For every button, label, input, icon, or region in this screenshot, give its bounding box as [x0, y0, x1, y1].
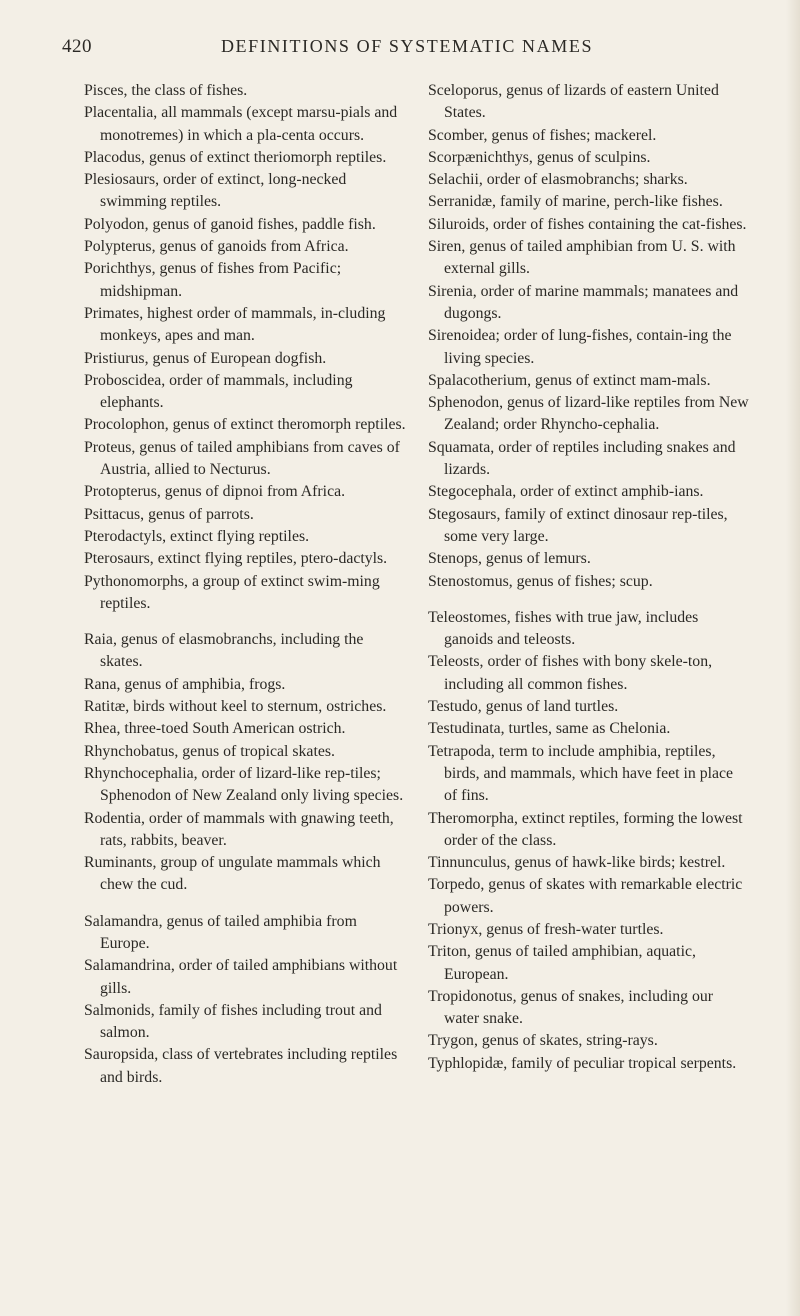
page-number: 420 — [62, 36, 92, 57]
definition-entry: Psittacus, genus of parrots. — [84, 505, 254, 523]
definition-entry: Sceloporus, genus of lizards of eastern United States. — [428, 82, 719, 122]
definition-entry: Typhlopidæ, family of peculiar tropical serpents. — [428, 1054, 737, 1072]
definition-entry: Testudo, genus of land turtles. — [428, 698, 619, 716]
left-column — [84, 80, 406, 1089]
definition-entry: Torpedo, genus of skates with remarkable electric powers. — [428, 876, 743, 916]
definition-entry: Siren, genus of tailed amphibian from U. S. with external gills. — [428, 238, 736, 278]
definition-entry: Polyodon, genus of ganoid fishes, paddle fish. — [84, 215, 376, 233]
definition-entry: Rhea, three-toed South American ostrich. — [84, 720, 346, 738]
definition-entry: Pristiurus, genus of European dogfish. — [84, 349, 327, 367]
definition-entry: Pythonomorphs, a group of extinct swim-ming reptiles. — [84, 572, 380, 612]
definition-entry: Testudinata, turtles, same as Chelonia. — [428, 720, 671, 738]
definition-entry: Trionyx, genus of fresh-water turtles. — [428, 920, 664, 938]
definition-entry: Proboscidea, order of mammals, including elephants. — [84, 371, 353, 412]
definition-entry: Pisces, the class of fishes. — [84, 82, 248, 99]
definition-entry: Tropidonotus, genus of snakes, including our water snake. — [428, 987, 714, 1028]
page-edge-shadow — [786, 0, 800, 1316]
definition-entry: Tetrapoda, term to include amphibia, reptiles, birds, and mammals, which have feet in place of fins. — [428, 742, 734, 805]
definition-entry: Stegosaurs, family of extinct dinosaur rep-tiles, some very large. — [428, 505, 728, 545]
definition-entry: Scorpænichthys, genus of sculpins. — [428, 148, 651, 166]
definition-entry: Placodus, genus of extinct theriomorph reptiles. — [84, 148, 387, 166]
definition-entry: Theromorpha, extinct reptiles, forming the lowest order of the class. — [428, 809, 743, 849]
definition-entry: Salmonids, family of fishes including trout and salmon. — [84, 1001, 382, 1042]
definition-entry: Siluroids, order of fishes containing the cat-fishes. — [428, 215, 747, 233]
right-column — [428, 80, 750, 1075]
definition-entry: Rhynchobatus, genus of tropical skates. — [84, 742, 335, 760]
definition-entry: Teleostomes, fishes with true jaw, includes ganoids and teleosts. — [428, 608, 699, 649]
definition-entry: Primates, highest order of mammals, in-cluding monkeys, apes and man. — [84, 304, 386, 345]
definition-entry: Ruminants, group of ungulate mammals which chew the cud. — [84, 854, 381, 894]
definition-entry: Sirenoidea; order of lung-fishes, contain-ing the living species. — [428, 327, 732, 367]
definition-entry: Protopterus, genus of dipnoi from Africa. — [84, 483, 346, 501]
definition-entry: Proteus, genus of tailed amphibians from caves of Austria, allied to Necturus. — [84, 438, 400, 479]
definition-entry: Rana, genus of amphibia, frogs. — [84, 675, 286, 693]
definition-entry: Plesiosaurs, order of extinct, long-necked swimming reptiles. — [84, 171, 347, 211]
definition-entry: Stenops, genus of lemurs. — [428, 550, 591, 568]
definition-entry: Sphenodon, genus of lizard-like reptiles from New Zealand; order Rhyncho-cephalia. — [428, 394, 749, 434]
definition-entry: Sirenia, order of marine mammals; manatees and dugongs. — [428, 282, 739, 322]
definition-entry: Polypterus, genus of ganoids from Africa. — [84, 238, 349, 256]
definition-entry: Trygon, genus of skates, string-rays. — [428, 1032, 658, 1050]
definition-entry: Salamandra, genus of tailed amphibia from Europe. — [84, 912, 357, 952]
definition-entry: Stegocephala, order of extinct amphib-ians. — [428, 483, 704, 501]
definition-entry: Ratitæ, birds without keel to sternum, ostriches. — [84, 698, 387, 716]
definition-entry: Selachii, order of elasmobranchs; sharks. — [428, 171, 688, 189]
definition-entry: Procolophon, genus of extinct theromorph reptiles. — [84, 416, 406, 434]
definition-entry: Squamata, order of reptiles including snakes and lizards. — [428, 438, 736, 479]
definition-entry: Rodentia, order of mammals with gnawing teeth, rats, rabbits, beaver. — [84, 809, 394, 849]
definition-entry: Raia, genus of elasmobranchs, including the skates. — [84, 631, 364, 671]
definition-entry: Tinnunculus, genus of hawk-like birds; kestrel. — [428, 854, 726, 872]
definition-entry: Triton, genus of tailed amphibian, aquatic, European. — [428, 943, 696, 983]
definition-entry: Teleosts, order of fishes with bony skele-ton, including all common fishes. — [428, 653, 713, 693]
definition-entry: Spalacotherium, genus of extinct mam-mals. — [428, 371, 711, 389]
definition-entry: Porichthys, genus of fishes from Pacific; midshipman. — [84, 260, 342, 300]
definition-entry: Serranidæ, family of marine, perch-like fishes. — [428, 193, 723, 211]
definition-entry: Salamandrina, order of tailed amphibians without gills. — [84, 957, 398, 997]
definition-entry: Scomber, genus of fishes; mackerel. — [428, 126, 657, 144]
definition-entry: Rhynchocephalia, order of lizard-like rep-tiles; Sphenodon of New Zealand only living species. — [84, 764, 404, 805]
running-title: DEFINITIONS OF SYSTEMATIC NAMES — [220, 36, 594, 56]
definition-entry: Sauropsida, class of vertebrates including reptiles and birds. — [84, 1046, 398, 1086]
definition-entry: Pterodactyls, extinct flying reptiles. — [84, 527, 310, 545]
page-header — [62, 36, 752, 66]
definition-entry: Placentalia, all mammals (except marsu-pials and monotremes) in which a pla-centa occurs. — [84, 104, 398, 144]
definition-entry: Stenostomus, genus of fishes; scup. — [428, 572, 653, 590]
definition-entry: Pterosaurs, extinct flying reptiles, ptero-dactyls. — [84, 550, 388, 568]
